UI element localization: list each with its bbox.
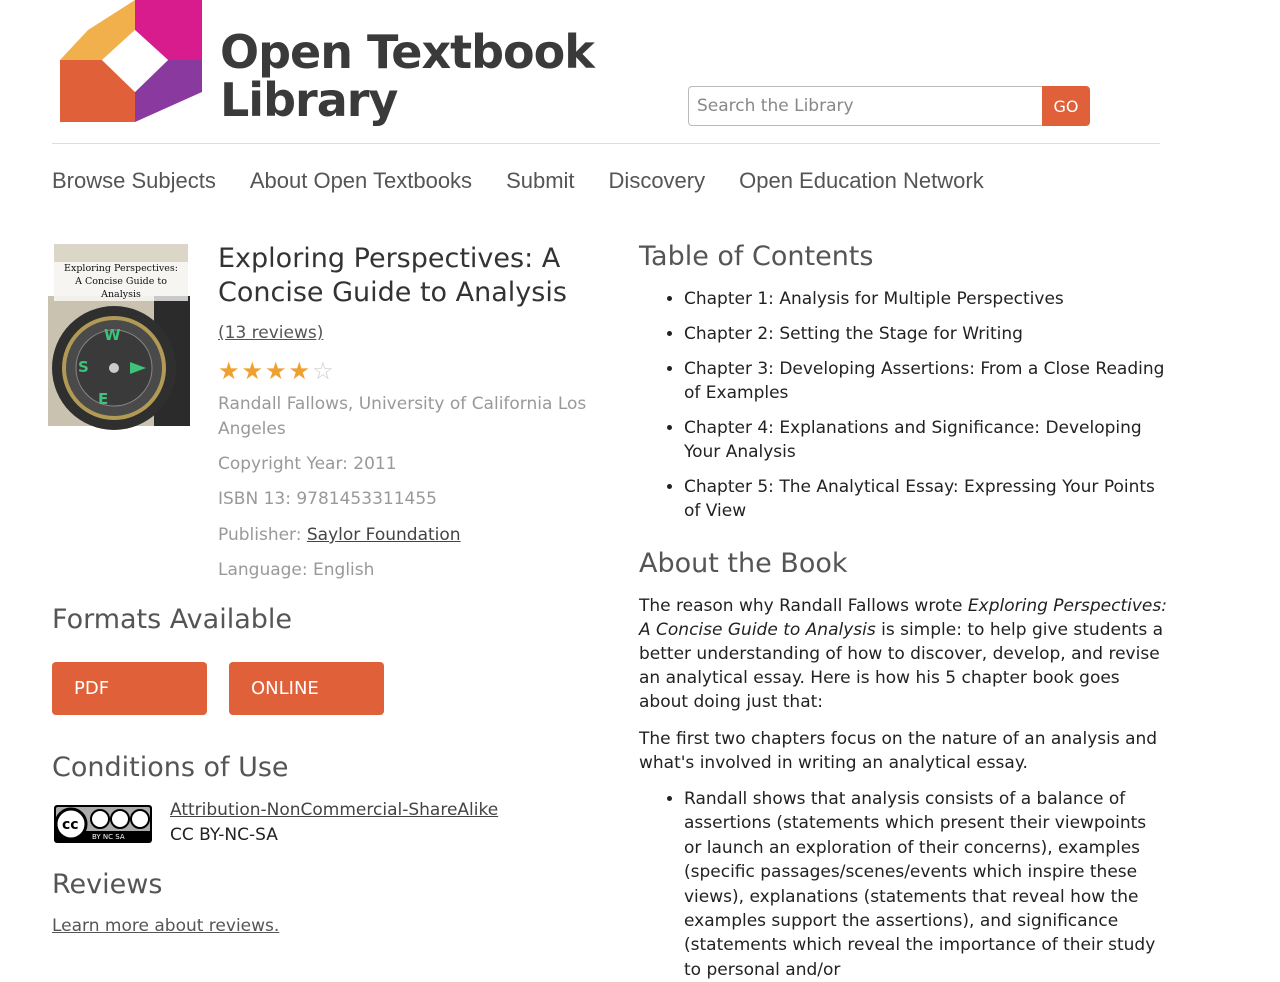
book-title: Exploring Perspectives: A Concise Guide to Analysis	[218, 243, 567, 308]
book-copyright: Copyright Year: 2011	[218, 454, 397, 474]
star-icon-filled: ★	[218, 357, 240, 385]
license-short: CC BY-NC-SA	[170, 825, 278, 845]
cover-title	[54, 262, 188, 301]
license-link[interactable]: Attribution-NonCommercial-ShareAlike	[170, 800, 499, 820]
compass-image	[48, 296, 190, 426]
svg-text:S: S	[78, 358, 89, 376]
nav-discovery[interactable]: Discovery	[608, 168, 706, 193]
about-bullet-list	[664, 787, 1164, 982]
main-nav	[52, 168, 984, 194]
about-paragraph-1	[639, 594, 1169, 714]
toc-list	[664, 287, 1174, 534]
search-input[interactable]	[688, 86, 1042, 126]
star-icon-filled: ★	[288, 357, 311, 385]
logo-line1: Open Textbook	[220, 25, 594, 79]
book-cover	[54, 244, 188, 420]
toc-item: • Chapter 1: Analysis for Multiple Perspectives	[684, 287, 1174, 311]
search-go-button[interactable]: GO	[1042, 86, 1090, 126]
about-p1-after: is simple: to help give students a better understanding of how to discover, develop, and revise an analytical essay. Here is how his 5 chapter book goes about doing just that:	[639, 620, 1164, 712]
cc-license-badge-icon[interactable]	[54, 805, 152, 843]
conditions-heading: Conditions of Use	[52, 752, 289, 783]
nav-about-open-textbooks[interactable]: About Open Textbooks	[249, 168, 473, 193]
book-isbn: ISBN 13: 9781453311455	[218, 489, 437, 509]
online-button[interactable]: ONLINE	[229, 662, 384, 715]
svg-text:cc: cc	[62, 817, 79, 833]
publisher-link[interactable]: Saylor Foundation	[306, 525, 461, 545]
reviews-heading: Reviews	[52, 869, 163, 900]
toc-item: • Chapter 3: Developing Assertions: From a Close Reading of Examples	[684, 357, 1174, 405]
library-logo[interactable]	[60, 0, 210, 122]
cover-title-line1: Exploring Perspectives:	[64, 263, 178, 274]
nav-open-education-network[interactable]: Open Education Network	[739, 168, 984, 193]
header-divider	[52, 143, 1160, 144]
cover-title-line2: A Concise Guide to Analysis	[75, 276, 167, 300]
search-bar	[688, 86, 1090, 126]
pdf-button[interactable]: PDF	[52, 662, 207, 715]
formats-heading: Formats Available	[52, 604, 293, 635]
nav-submit[interactable]: Submit	[506, 168, 575, 193]
about-bullet: • Randall shows that analysis consists of a balance of assertions (statements which present their viewpoints or launch an exploration of their concerns), examples (specific passages/scenes/events which inspire these views), explanations (statements that reveal how the examples support the assertions), and significance (statements which reveal the importance of their study to personal and/or	[684, 787, 1164, 982]
toc-item: • Chapter 4: Explanations and Significance: Developing Your Analysis	[684, 416, 1174, 464]
svg-text:E: E	[98, 390, 109, 408]
book-language: Language: English	[218, 560, 375, 580]
book-author: Randall Fallows, University of California Los Angeles	[218, 394, 587, 439]
logo-line2: Library	[220, 73, 398, 127]
toc-item: • Chapter 2: Setting the Stage for Writing	[684, 322, 1174, 346]
reviews-count-link[interactable]: (13 reviews)	[218, 323, 324, 343]
star-icon-empty: ☆	[312, 357, 334, 385]
star-icon-filled: ★	[241, 357, 264, 385]
book-publisher	[218, 523, 461, 548]
about-p1-title: Exploring Perspectives: A Concise Guide to Analysis	[639, 596, 1167, 640]
svg-text:W: W	[104, 326, 121, 344]
rating-stars	[218, 358, 334, 384]
about-p1-before: The reason why Randall Fallows wrote	[639, 596, 968, 616]
nav-browse-subjects[interactable]: Browse Subjects	[52, 168, 216, 193]
learn-more-reviews-link[interactable]: Learn more about reviews.	[52, 916, 280, 936]
about-paragraph-2: The first two chapters focus on the nature of an analysis and what's involved in writing an analytical essay.	[639, 729, 1158, 773]
logo-wordmark[interactable]	[220, 25, 594, 127]
star-icon-filled: ★	[265, 357, 287, 385]
toc-heading: Table of Contents	[639, 241, 874, 272]
toc-item: • Chapter 5: The Analytical Essay: Expressing Your Points of View	[684, 475, 1174, 523]
publisher-label: Publisher:	[218, 525, 302, 545]
about-heading: About the Book	[639, 548, 848, 579]
cc-badge-text: BY NC SA	[92, 833, 125, 841]
